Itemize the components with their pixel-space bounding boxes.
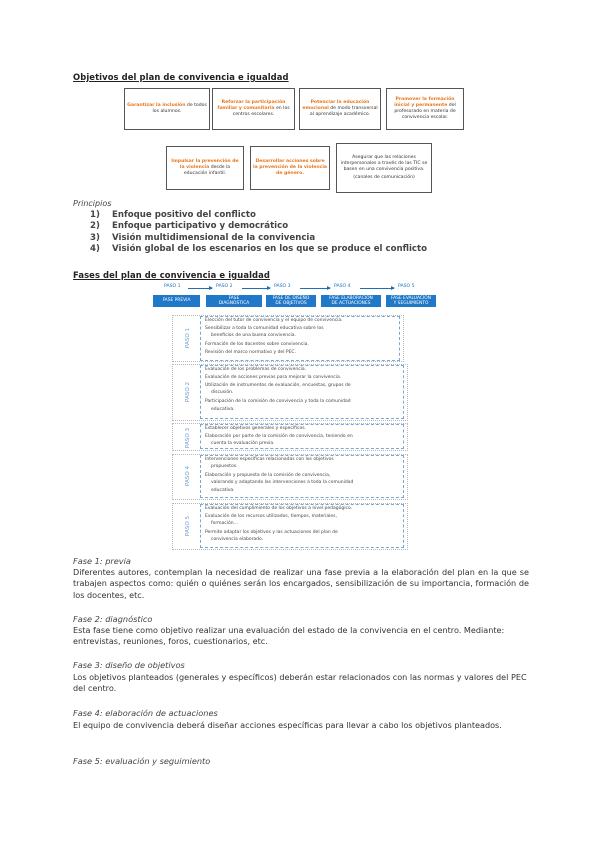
objective-3-highlight: Potenciar la educación emocional	[302, 100, 370, 112]
section-2-heading: Fase 2: diagnóstico	[73, 614, 153, 624]
step-label: PASO 1	[164, 284, 181, 289]
objective-box-4	[386, 88, 464, 130]
objective-box-6	[250, 146, 330, 190]
objective-7-note: (canales de comunicación)	[353, 175, 415, 181]
paso-1-box	[200, 316, 400, 361]
paso-1-item: Revisión del marco normativo y del PEC.	[205, 350, 296, 355]
section-5-heading: Fase 5: evaluación y seguimiento	[73, 756, 211, 766]
paso-2-label: PASO 2	[185, 381, 192, 403]
section-2-body: Esta fase tiene como objetivo realizar una evaluación del estado de la convivencia en el centro. Mediante: entrevistas, reuniones, foros, cuestionarios, etc.	[73, 625, 505, 647]
paso-1-item: Sensibilizar a toda la comunidad educativa sobre los	[205, 326, 324, 331]
objective-5-highlight: Impulsar la prevención de la violencia	[171, 159, 239, 171]
phase-evaluacion: FASE EVALUACIÓN Y SEGUIMIENTO	[386, 295, 436, 307]
objective-7-text: Asegurar que las relaciones interpersonales a través de las TIC se basen en una convivencia positiva.	[340, 154, 428, 172]
paso-4-item: Elaboración y propuesta de la comisión de convivencia,	[205, 473, 331, 478]
objective-box-7	[336, 143, 432, 193]
phase-diagnostica: FASE DIAGNÓSTICA	[206, 295, 262, 307]
objective-4-text: del profesorado en materia de convivencia escolar.	[394, 103, 456, 120]
phase-elaboracion: FASE ELABORACIÓN DE ACTUACIONES	[321, 295, 381, 307]
objective-box-1	[124, 88, 210, 130]
paso-1-item: Formación de los docentes sobre convivencia.	[205, 342, 309, 347]
paso-4-box	[200, 455, 404, 498]
step-arrow	[188, 288, 212, 289]
phase-diseno: FASE DE DISEÑO DE OBJETIVOS	[266, 295, 316, 307]
principles-list	[90, 210, 427, 256]
step-arrow	[242, 288, 270, 289]
principle-item: 3) Visión multidimensional de la convivencia	[90, 232, 316, 243]
paso-4-item: Intervenciones específicas relacionadas con los objetivos	[205, 457, 334, 462]
paso-3-label: PASO 3	[185, 427, 192, 449]
section-3-heading: Fase 3: diseño de objetivos	[73, 660, 185, 670]
paso-5-label: PASO 5	[185, 515, 192, 537]
section-3-body: Los objetivos planteados (generales y específicos) deberán estar relacionados con las normas y valores del PEC del centro.	[73, 672, 527, 694]
paso-5-item: Evaluación de los recursos utilizados, tiempos, materiales,	[205, 514, 337, 519]
step-label: PASO 5	[398, 284, 415, 289]
paso-5-box	[200, 504, 404, 548]
step-label: PASO 3	[274, 284, 291, 289]
paso-3-box	[200, 424, 404, 449]
paso-1-item: Elección del tutor de convivencia y el equipo de convivencia.	[205, 318, 343, 323]
phases-diagram	[150, 283, 440, 553]
section-1-body: Diferentes autores, contemplan la necesidad de realizar una fase previa a la elaboración del plan en la que se trabajen aspectos como: quién o quiénes serán los encargados, sensibilización de su importancia, formación de los docentes, etc.	[73, 567, 529, 600]
objective-2-text: en los centros escolares.	[232, 106, 290, 117]
principle-item: 4) Visión global de los escenarios en los que se produce el conflicto	[90, 244, 428, 255]
paso-3-item: cuenta la evaluación previa.	[211, 441, 275, 446]
objective-1-highlight: Garantizar la inclusión	[127, 103, 186, 109]
paso-1-item: beneficios de una buena convivencia.	[211, 333, 296, 338]
paso-2-box	[200, 365, 404, 419]
paso-2-item: educativa.	[211, 407, 235, 412]
step-label: PASO 2	[216, 284, 233, 289]
objective-1-text: de todos los alumnos.	[152, 103, 207, 114]
step-arrow	[360, 288, 394, 289]
paso-5-item: Permite adaptar los objetivos y las actuaciones del plan de	[205, 530, 338, 535]
paso-2-item: discusión.	[211, 390, 234, 395]
objective-5-text: desde la educación infantil.	[183, 165, 231, 176]
section-1-heading: Fase 1: previa	[73, 556, 131, 566]
objective-3-text: de modo transversal al aprendizaje académico.	[309, 106, 378, 117]
paso-2-item: Utilización de instrumentos de evaluación, encuestas, grupos de	[205, 383, 351, 388]
phase-previa: FASE PREVIA	[153, 295, 200, 307]
step-arrow	[300, 288, 330, 289]
principles-heading: Principios	[73, 199, 112, 208]
principle-item: 1) Enfoque positivo del conflicto	[90, 210, 256, 220]
paso-5-item: formación...	[211, 521, 238, 526]
section-4-body: El equipo de convivencia deberá diseñar acciones específicas para llevar a cabo los objetivos planteados.	[73, 720, 502, 730]
paso-4-item: propuestos.	[211, 464, 238, 469]
paso-3-item: Elaboración por parte de la comisión de convivencia, teniendo en	[205, 434, 353, 439]
objective-box-3	[299, 88, 381, 130]
objective-4-highlight: Promover la formación inicial y permanente	[394, 97, 455, 109]
paso-4-item: educativa.	[211, 488, 235, 493]
objective-box-2	[212, 88, 295, 130]
paso-2-item: Evaluación de los problemas de convivencia.	[205, 367, 307, 372]
objectives-title: Objetivos del plan de convivencia e igualdad	[73, 72, 289, 82]
phases-title: Fases del plan de convivencia e igualdad	[73, 270, 270, 280]
paso-5-item: convivencia elaborado.	[211, 537, 264, 542]
paso-1-label: PASO 1	[185, 327, 192, 349]
paso-4-label: PASO 4	[185, 465, 192, 487]
section-4-heading: Fase 4: elaboración de actuaciones	[73, 708, 218, 718]
paso-3-item: Establecer objetivos generales y específicos.	[205, 426, 306, 431]
objective-6-highlight: Desarrollar acciones sobre la prevención de la violencia de género.	[253, 159, 328, 176]
paso-2-item: Evaluación de acciones previas para mejorar la convivencia.	[205, 375, 342, 380]
paso-4-item: valorando y adaptando las intervenciones a toda la comunidad	[211, 480, 354, 485]
principle-item: 2) Enfoque participativo y democrático	[90, 221, 289, 232]
paso-5-item: Evaluación del cumplimiento de los objetivos a nivel pedagógico.	[205, 506, 353, 511]
step-label: PASO 4	[334, 284, 351, 289]
paso-2-item: Participación de la comisión de convivencia y toda la comunidad	[205, 399, 351, 404]
objective-box-5	[166, 146, 244, 190]
objective-2-highlight: Reforzar la participación familiar y comunitaria	[217, 100, 286, 112]
